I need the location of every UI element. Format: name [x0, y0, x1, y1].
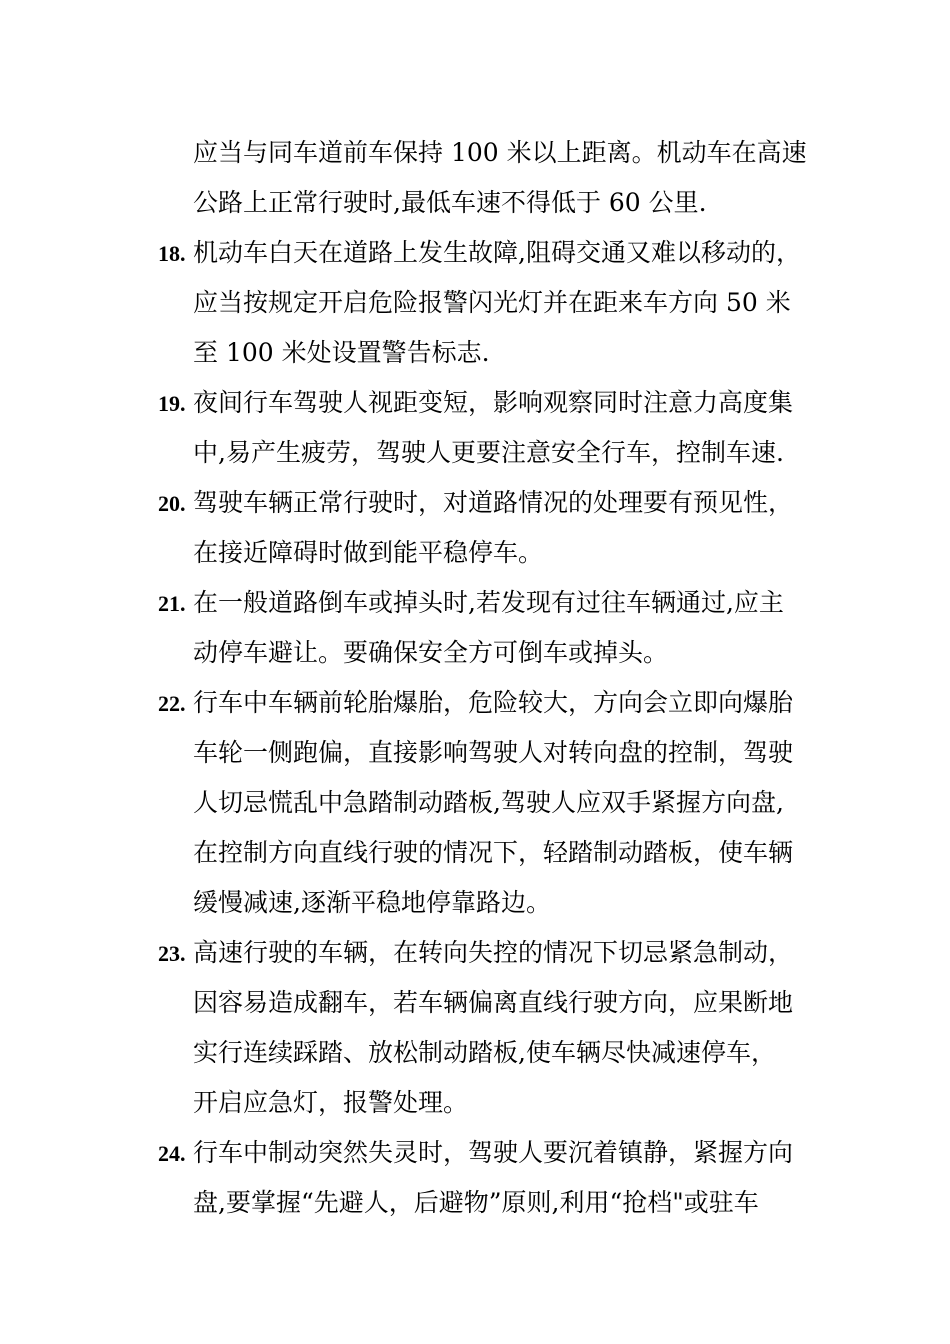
item-text: 车轮一侧跑偏，直接影响驾驶人对转向盘的控制，驾驶: [193, 738, 794, 767]
item-text: 驾驶车辆正常行驶时，对道路情况的处理要有预见性，: [193, 488, 794, 517]
item-text: 至 100 米处设置警告标志.: [193, 338, 490, 367]
intro-line: 应当与同车道前车保持 100 米以上距离。机动车在高速: [193, 138, 807, 167]
item-text: 因容易造成翻车，若车辆偏离直线行驶方向，应果断地: [193, 988, 794, 1017]
list-item-23: [158, 928, 818, 978]
item-text: 在控制方向直线行驶的情况下，轻踏制动踏板，使车辆: [193, 838, 794, 867]
item-text: 应当按规定开启危险报警闪光灯并在距来车方向 50 米: [193, 288, 791, 317]
item-text: 动停车避让。要确保安全方可倒车或掉头。: [193, 638, 669, 667]
list-item-19: [158, 378, 818, 428]
item-text: 实行连续踩踏、放松制动踏板,使车辆尽快减速停车，: [193, 1038, 776, 1067]
document-body: [158, 128, 818, 1228]
list-item-24: [158, 1128, 818, 1178]
item-text: 行车中车辆前轮胎爆胎，危险较大，方向会立即向爆胎: [193, 688, 794, 717]
item-number: 20.: [158, 491, 186, 516]
item-text: 高速行驶的车辆，在转向失控的情况下切忌紧急制动，: [193, 938, 794, 967]
item-text: 缓慢减速,逐渐平稳地停靠路边。: [193, 888, 551, 917]
item-number: 22.: [158, 691, 186, 716]
item-number: 19.: [158, 391, 186, 416]
list-item-21: [158, 578, 818, 628]
item-text: 人切忌慌乱中急踏制动踏板,驾驶人应双手紧握方向盘,: [193, 788, 784, 817]
item-number: 23.: [158, 941, 186, 966]
list-item-18: [158, 228, 818, 278]
item-text: 开启应急灯，报警处理。: [193, 1088, 469, 1117]
item-number: 24.: [158, 1141, 186, 1166]
item-text: 夜间行车驾驶人视距变短，影响观察同时注意力高度集: [193, 388, 794, 417]
item-number: 18.: [158, 241, 186, 266]
item-text: 在接近障碍时做到能平稳停车。: [193, 538, 544, 567]
item-text: 中,易产生疲劳，驾驶人更要注意安全行车，控制车速.: [193, 438, 784, 467]
item-number: 21.: [158, 591, 186, 616]
list-item-22: [158, 678, 818, 728]
list-item-20: [158, 478, 818, 528]
item-text: 盘,要掌握“先避人，后避物”原则,利用“抢档"或驻车: [193, 1188, 759, 1217]
intro-line: 公路上正常行驶时,最低车速不得低于 60 公里.: [193, 188, 707, 217]
item-text: 在一般道路倒车或掉头时,若发现有过往车辆通过,应主: [193, 588, 784, 617]
item-text: 行车中制动突然失灵时，驾驶人要沉着镇静，紧握方向: [193, 1138, 794, 1167]
item-text: 机动车白天在道路上发生故障,阻碍交通又难以移动的，: [193, 238, 801, 267]
